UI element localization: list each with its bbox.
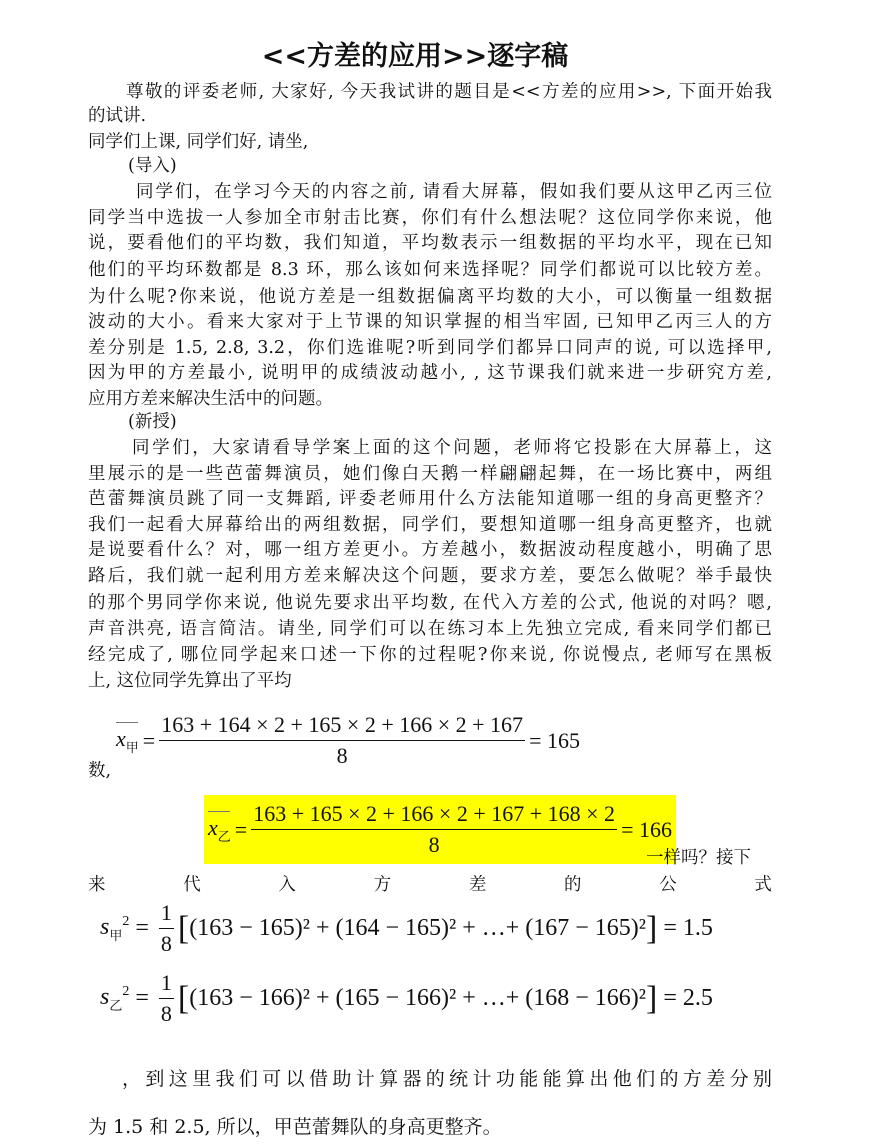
paragraph-line: 我们一起看大屏幕给出的两组数据，同学们，要想知道哪一组身高更整齐，也就 bbox=[88, 515, 772, 535]
paragraph-line: 差分别是 1.5, 2.8, 3.2，你们选谁呢?听到同学们都异口同声的说, 可以选择甲, bbox=[88, 338, 772, 358]
paragraph-line: 同学们，在学习今天的内容之前, 请看大屏幕，假如我们要从这甲乙丙三位 bbox=[136, 182, 772, 202]
paragraph-line: 因为甲的方差最小, 说明甲的成绩波动越小, , 这节课我们就来进一步研究方差, bbox=[88, 363, 772, 383]
paragraph-line: 声音洪亮, 语言简洁。请坐, 同学们可以在练习本上先独立完成, 看来同学们都已 bbox=[88, 619, 772, 639]
text-fragment: 一样吗？接下 bbox=[646, 848, 751, 868]
char: 来 bbox=[88, 875, 106, 895]
paragraph-line: 里展示的是一些芭蕾舞演员，她们像白天鹅一样翩翩起舞，在一场比赛中，两组 bbox=[88, 464, 772, 484]
text-fragment: 数, bbox=[88, 761, 112, 781]
paragraph-line: 他们的平均环数都是 8.3 环，那么该如何来选择呢？同学们都说可以比较方差。 bbox=[88, 260, 772, 280]
mean-formula-jia: $x_甲$ = $\frac{163 + 164 \times 2 + 165 \times 2 + 166 \times 2 + 167}{8}$ = 165 bbox=[116, 712, 580, 768]
intro-line: 同学们上课, 同学们好, 请坐, bbox=[88, 132, 309, 152]
paragraph-line: 为什么呢?你来说，他说方差是一组数据偏离平均数的大小，可以衡量一组数据 bbox=[88, 287, 772, 307]
paragraph-line: 同学当中选拔一人参加全市射击比赛，你们有什么想法呢？这位同学你来说，他 bbox=[88, 208, 772, 228]
spread-line bbox=[88, 872, 772, 898]
paragraph-line: 经完成了, 哪位同学起来口述一下你的过程呢?你来说, 你说慢点, 老师写在黑板 bbox=[88, 645, 772, 665]
intro-line: 尊敬的评委老师, 大家好, 今天我试讲的题目是<<方差的应用>>, 下面开始我 bbox=[126, 82, 772, 102]
char: 入 bbox=[278, 875, 296, 895]
section-heading-intro: (导入) bbox=[128, 156, 177, 176]
paragraph-line: ，到这里我们可以借助计算器的统计功能能算出他们的方差分别 bbox=[122, 1068, 772, 1090]
paragraph-line: 路后，我们就一起利用方差来解决这个问题，要求方差，要怎么做呢？举手最快 bbox=[88, 566, 772, 586]
paragraph-line: 芭蕾舞演员跳了同一支舞蹈, 评委老师用什么方法能知道哪一组的身高更整齐？ bbox=[88, 489, 772, 509]
page-title: <<方差的应用>>逐字稿 bbox=[261, 41, 569, 72]
section-heading-new: (新授) bbox=[128, 412, 177, 432]
paragraph-line: 波动的大小。看来大家对于上节课的知识掌握的相当牢固, 已知甲乙丙三人的方 bbox=[88, 312, 772, 332]
intro-line: 的试讲. bbox=[88, 106, 147, 126]
variance-formula-jia: $s_甲^2$ = $\frac{1}{8}$ [ (163 − 165)² + (164 − 165)² + …+ (167 − 165)² ] = 1.5 bbox=[100, 900, 713, 956]
char: 公 bbox=[659, 875, 677, 895]
paragraph-line: 说，要看他们的平均数，我们知道，平均数表示一组数据的平均水平，现在已知 bbox=[88, 233, 772, 253]
paragraph-line: 是说要看什么？对，哪一组方差更小。方差越小，数据波动程度越小，明确了思 bbox=[88, 540, 772, 560]
char: 式 bbox=[754, 875, 772, 895]
paragraph-line: 同学们，大家请看导学案上面的这个问题，老师将它投影在大屏幕上，这 bbox=[132, 438, 772, 458]
variance-formula-yi: $s_乙^2$ = $\frac{1}{8}$ [ (163 − 166)² + (165 − 166)² + …+ (168 − 166)² ] = 2.5 bbox=[100, 970, 713, 1026]
paragraph-line: 的那个男同学你来说, 他说先要求出平均数, 在代入方差的公式, 他说的对吗？嗯, bbox=[88, 593, 772, 613]
char: 的 bbox=[564, 875, 582, 895]
char: 方 bbox=[373, 875, 392, 895]
paragraph-line: 应用方差来解决生活中的问题。 bbox=[88, 389, 333, 409]
paragraph-line: 上, 这位同学先算出了平均 bbox=[88, 671, 292, 691]
char: 代 bbox=[183, 875, 201, 895]
char: 差 bbox=[468, 875, 487, 895]
mean-formula-yi-highlighted: $x_乙$ = $\frac{163 + 165 \times 2 + 166 \times 2 + 167 + 168 \times 2}{8}$ = 166 bbox=[204, 795, 676, 864]
paragraph-line: 为 1.5 和 2.5, 所以，甲芭蕾舞队的身高更整齐。 bbox=[88, 1116, 502, 1138]
